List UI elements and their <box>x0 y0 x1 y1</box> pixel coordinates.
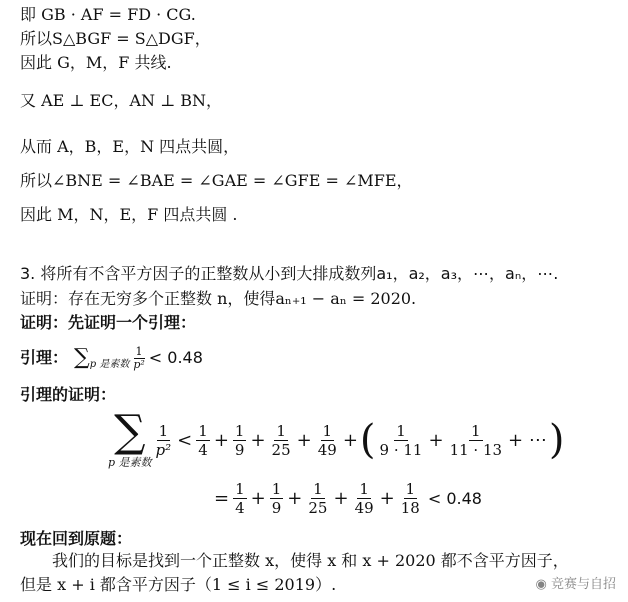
text-line-5: 从而 A，B，E，N 四点共圆， <box>20 137 240 156</box>
lemma-sum-subscript: p 是素数 <box>89 359 130 370</box>
frac-1-4: $\frac{1}{4}$ <box>198 421 208 459</box>
display-equation-1: ∑ p 是素数 $\frac{1}{\text{p²}}$ < $\frac{1}{4}$ + $\frac{1}{9}$ + $\frac{1}{25}$ + $\frac{1}{49}$ + ( $\frac{1}{9 \cdot 11}$ + $\frac{1}{11 \cdot 13}$ + ⋯ ) <box>108 406 565 469</box>
frac2-1-4: $\frac{1}{4}$ <box>235 480 245 517</box>
problem-3-statement: 3. 将所有不含平方因子的正整数从小到大排成数列a₁，a₂，a₃，⋯，aₙ，⋯. <box>20 264 559 283</box>
frac-1-25: $\frac{1}{25}$ <box>271 421 291 459</box>
frac-1-9x11: $\frac{1}{9 \cdot 11}$ <box>379 421 423 459</box>
frac-lhs: $\frac{1}{\text{p²}}$ <box>155 421 172 459</box>
return-heading: 现在回到原题： <box>20 529 133 548</box>
text-line-2: 所以S△BGF = S△DGF， <box>20 29 211 48</box>
lemma-line <box>20 340 203 376</box>
frac-1-9: $\frac{1}{9}$ <box>234 421 245 459</box>
text-line-3: 因此 G，M，F 共线. <box>20 53 172 72</box>
lemma-fraction <box>131 346 146 371</box>
big-sum-symbol: ∑ <box>114 406 146 457</box>
frac-1-11x13: $\frac{1}{11 \cdot 13}$ <box>449 421 503 459</box>
watermark-label: ◉ 竞赛与自招 <box>535 577 616 592</box>
right-paren: ) <box>548 417 565 463</box>
text-line-7: 因此 M，N，E，F 四点共圆 . <box>20 205 238 224</box>
lemma-numerator: 1 <box>135 344 143 358</box>
left-paren: ( <box>359 417 376 463</box>
goal-line-2: 但是 x + i 都含平方因子（1 ≤ i ≤ 2019）. <box>20 575 337 594</box>
frac2-1-25: $\frac{1}{25}$ <box>308 480 328 517</box>
display-equation-2: = $\frac{1}{4}$ + $\frac{1}{9}$ + $\frac{1}{25}$ + $\frac{1}{49}$ + $\frac{1}{18}$ < 0.48 <box>214 480 482 517</box>
lemma-rhs: < 0.48 <box>148 348 203 367</box>
text-line-4: 又 AE ⊥ EC，AN ⊥ BN， <box>20 91 222 110</box>
text-line-6: 所以∠BNE = ∠BAE = ∠GAE = ∠GFE = ∠MFE， <box>20 171 413 190</box>
lemma-denominator: p² <box>133 357 145 371</box>
frac2-1-18: $\frac{1}{18}$ <box>400 480 420 517</box>
lemma-label: 引理： <box>20 348 69 367</box>
lemma-sum-symbol: ∑ <box>74 345 90 370</box>
frac2-1-49: $\frac{1}{49}$ <box>354 480 374 517</box>
wechat-icon: ◉ <box>535 577 547 592</box>
proof-intro: 证明：先证明一个引理： <box>20 313 197 332</box>
lemma-proof-heading: 引理的证明： <box>20 385 117 404</box>
sum-block <box>108 406 152 470</box>
problem-3-claim: 证明：存在无穷多个正整数 n，使得aₙ₊₁ − aₙ = 2020. <box>20 289 417 308</box>
text-line-1: 即 GB · AF = FD · CG. <box>20 5 196 24</box>
sum-subscript: p 是素数 <box>108 456 152 469</box>
eq2-rhs: < 0.48 <box>427 489 482 508</box>
frac-1-49: $\frac{1}{49}$ <box>317 421 337 459</box>
ellipsis-term: + ⋯ <box>508 429 547 451</box>
goal-line: 我们的目标是找到一个正整数 x，使得 x 和 x + 2020 都不含平方因子， <box>52 551 569 570</box>
frac2-1-9: $\frac{1}{9}$ <box>271 480 282 517</box>
